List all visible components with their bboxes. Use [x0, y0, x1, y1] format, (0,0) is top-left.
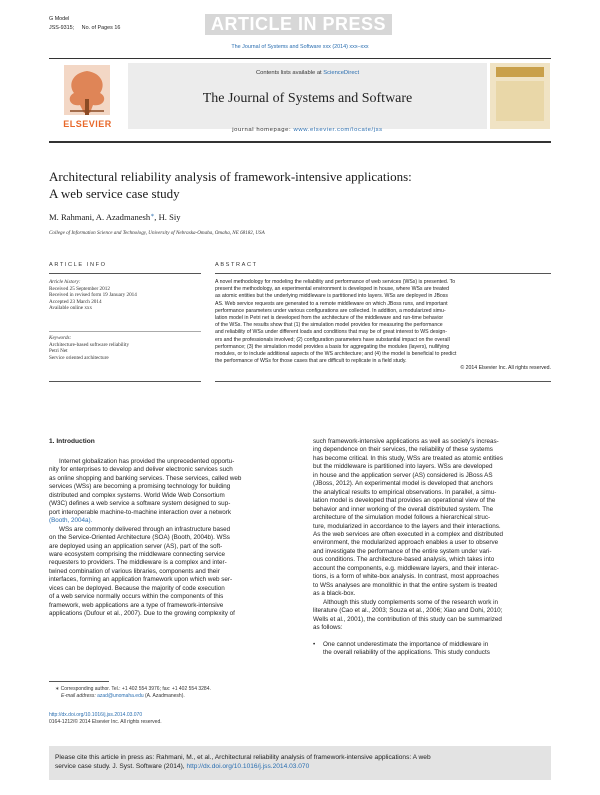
email-link[interactable]: azad@unomaha.edu [97, 692, 144, 699]
masthead-bottom-rule [49, 141, 551, 143]
intro-line: applications (Dufour et al., 2007). Due to the growing complexity of [49, 610, 235, 618]
intro-line: but the middleware is partitioned into layers. WSs are developed [313, 463, 493, 471]
email-label: E-mail address: [61, 692, 96, 699]
abstract-line: of the WSs. The results show that (1) the simulation model provides for measuring the performance [215, 322, 443, 329]
article-in-press-banner [205, 14, 392, 35]
gmodel-label: G Model [49, 16, 70, 22]
intro-line: as follows: [313, 623, 343, 631]
intro-line: tions, is a form of white-box analysis. In contrast, most approaches [313, 573, 499, 581]
elsevier-wordmark: ELSEVIER [63, 119, 112, 129]
abstract-line: lation model in Petri net is developed from the architecture of the middleware and run-time behavior [215, 315, 444, 322]
intro-line: lation model is developed that provides an operational view of the [313, 497, 496, 505]
corresponding-footnote: ∗ Corresponding author. Tel.: +1 402 554 3976; fax: +1 402 554 3284. [55, 686, 211, 692]
contents-prefix: Contents lists available at [255, 70, 322, 76]
citation-text [55, 753, 547, 771]
email-footnote [61, 693, 295, 700]
doi-link[interactable]: http://dx.doi.org/10.1016/j.jss.2014.03.070 [49, 712, 143, 718]
intro-line: as a black-box. [313, 590, 356, 598]
citation-line-2 [55, 762, 547, 771]
abstract-line: and reliability of WSs under different loads and conditions that may be of great interest to WS design- [215, 329, 448, 336]
intro-line: the analytical results to empirical observations. In parallel, a simu- [313, 488, 497, 496]
intro-line: has become critical. In this study, WSs are treated as atomic entities [313, 454, 503, 462]
abstract-copyright: © 2014 Elsevier Inc. All rights reserved. [460, 365, 551, 372]
intro-line: (W3C) defines a web service a software system designed to sup- [49, 500, 231, 508]
citation-doi-link[interactable]: http://dx.doi.org/10.1016/j.jss.2014.03.070 [186, 763, 310, 770]
abstract-line: present the methodology, an experimental environment is developed in house, where WSs are treated [215, 286, 450, 293]
history-online: Available online xxx [49, 305, 93, 312]
intro-line: ous conditions. The architecture-based analysis, which takes into [313, 556, 495, 564]
issn-line: 0164-1212/© 2014 Elsevier Inc. All rights reserved. [49, 718, 162, 725]
history-accepted: Accepted 23 March 2014 [49, 298, 102, 305]
intro-line: port interoperable machine-to-machine interaction over a network [49, 508, 232, 516]
keywords [49, 335, 199, 361]
affiliation: College of Information Science and Technology, University of Nebraska-Omaha, Omaha, NE 68182, USA [49, 230, 265, 236]
abstract-line: ers and the professionals involved; (2) configuration parameters have substantial impact on the overall [215, 336, 450, 343]
intro-line: requesters to providers. The middleware is a complex and inter- [49, 559, 227, 567]
intro-line: Wells et al., 2001), the contribution of this study can be summarized [313, 615, 502, 623]
intro-line: architecture of the simulation model follows a hierarchical struc- [313, 514, 491, 522]
intro-line: vices can be deployed. Because the majority of code execution [49, 584, 225, 592]
running-head: The Journal of Systems and Software xxx (2014) xxx–xxx [231, 44, 369, 50]
masthead-box [128, 63, 487, 129]
article-title [49, 168, 559, 202]
intro-line: literature (Cao et al., 2003; Souza et al., 2006; Xiao and Dohi, 2010; [313, 607, 503, 615]
footnotes [55, 686, 295, 699]
page-count: No. of Pages 16 [81, 25, 121, 31]
intro-line: distributed and complex systems. World Wide Web Consortium [49, 491, 225, 499]
article-history [49, 279, 199, 312]
article-info-heading: ARTICLE INFO [49, 262, 107, 268]
journal-title: The Journal of Systems and Software [202, 91, 413, 106]
intro-line: in house and the application server (AS) considered is JBoss AS [313, 471, 493, 479]
intro-line: as online shopping and banking services. These services, called web [49, 474, 242, 482]
homepage-line [128, 127, 487, 133]
abstract-line: AS. Web service requests are generated to a remote middleware on which JBoss runs, and important [215, 300, 448, 307]
intro-line: ture, modularized in accordance to the layers and their interactions. [313, 522, 501, 530]
intro-line: services (WSs) are becoming a promising technology for building [49, 483, 231, 491]
info-rule [49, 273, 201, 274]
article-ref [49, 25, 120, 32]
history-revised: Received in revised form 19 January 2014 [49, 292, 137, 299]
footnote-rule [49, 681, 109, 682]
elsevier-logo [50, 63, 125, 129]
citation-prefix: service case study. J. Syst. Software (2014), [55, 763, 185, 770]
intro-line: twined combination of various libraries, components and their [49, 567, 220, 575]
intro-line: behavior and inner working of the overall distributed system. The [313, 505, 494, 513]
intro-line: WSs are commonly delivered through an infrastructure based [59, 525, 231, 533]
bullet-line: One cannot underestimate the importance of middleware in [323, 641, 489, 648]
abstract-line: the performance of WSs for those cases that are difficult to replicate in a field study. [215, 358, 407, 365]
doi-block [49, 712, 299, 725]
intro-col1 [49, 458, 292, 619]
intro-line: nity for enterprises to develop and deliver electronic services such [49, 466, 233, 474]
corresponding-mark[interactable]: ∗ [150, 213, 155, 219]
intro-line: to WSs analyses are monolithic in that the entire system is treated [313, 581, 498, 589]
intro-line: ware ecosystem comprising the middleware connecting service [49, 550, 226, 558]
abstract-heading: ABSTRACT [215, 262, 258, 268]
contribution-bullet [313, 641, 557, 658]
cover-title-band [496, 67, 544, 77]
history-label: Article history: [49, 279, 81, 285]
homepage-label: journal homepage: [232, 127, 292, 133]
intro-line: account the components, e.g. middleware layers, and their interac- [313, 564, 499, 572]
keywords-label: Keywords: [49, 335, 72, 341]
sciencedirect-link[interactable]: ScienceDirect [323, 70, 360, 76]
intro-line: and investigate the performance of the entire system under vari- [313, 547, 492, 555]
info-bottom-rule [49, 381, 201, 382]
abstract-bottom-rule [215, 381, 551, 382]
citation-line-1: Please cite this article in press as: Rahmani, M., et al., Architectural reliability analysis of framework-intensive applications: A web [55, 754, 431, 761]
abstract-line: as atomic entities but the underlying middleware is partitioned into layers. WSs are deployed in JBoss [215, 293, 448, 300]
abstract-body [215, 279, 551, 373]
banner-text: ARTICLE IN PRESS [210, 14, 387, 34]
keyword-1: Architecture-based software reliability [49, 341, 130, 348]
title-line-1: Architectural reliability analysis of framework-intensive applications: [49, 169, 412, 184]
intro-line: of a web service normally occurs within the components of this [49, 593, 224, 601]
abstract-line: A novel methodology for modeling the reliability and performance of web services (WSs) is presented. To [215, 279, 456, 285]
intro-line: on the Service-Oriented Architecture (SOA) (Booth, 2004b). WSs [49, 534, 230, 542]
homepage-link[interactable]: www.elsevier.com/locate/jss [293, 127, 383, 133]
intro-heading: 1. Introduction [49, 438, 95, 445]
author-three: , H. Siy [154, 212, 181, 222]
citation-box [49, 746, 551, 780]
intro-line: (JBoss, 2012). An experimental model is developed that anchors [313, 480, 493, 488]
history-received: Received 25 September 2012 [49, 285, 110, 292]
abstract-rule [215, 273, 551, 274]
authors [49, 212, 181, 222]
abstract-line: performance; (3) the simulation model provides a basis for aggregating the modules (layers), nullifying [215, 343, 450, 350]
journal-cover-thumbnail [490, 63, 550, 129]
intro-line: interfaces, forming an application framework upon which web ser- [49, 576, 233, 584]
intro-line: Internet globalization has provided the unprecedented opportu- [59, 458, 235, 465]
intro-line: such framework-intensive applications as well as society’s increas- [313, 438, 499, 445]
ref-code: JSS-9315; [49, 25, 75, 31]
intro-line: environment, the modularized approach enables a user to observe [313, 539, 499, 547]
abstract-line: modules, or to include additional aspects of the WS architecture; and (4) the model is beneficial to predict [215, 351, 457, 358]
intro-col2 [313, 438, 557, 632]
cover-body [496, 81, 544, 121]
bullet-line: the overall reliability of the applications. This study conducts [323, 649, 490, 657]
abstract-line: performance parameters under various configurations are collected. In addition, a modularized simu- [215, 307, 446, 314]
title-line-2: A web service case study [49, 186, 180, 201]
author-names: M. Rahmani, A. Azadmanesh [49, 212, 151, 222]
email-suffix: (A. Azadmanesh). [143, 692, 185, 699]
contents-line [128, 70, 487, 76]
intro-line: As the web services are often executed in a complex and distributed [313, 530, 504, 538]
intro-line: (Booth, 2004a). [49, 517, 93, 525]
intro-line: framework, web applications are a type of framework-intensive [49, 601, 224, 609]
bullet-icon: • [313, 641, 316, 648]
intro-line: ing dependence on their services, the reliability of these systems [313, 446, 493, 454]
masthead-top-rule [49, 58, 551, 59]
keywords-rule [49, 331, 201, 332]
keyword-3: Service oriented architecture [49, 354, 109, 361]
intro-line: Although this study complements some of the research work in [323, 598, 498, 606]
intro-line: are deployed using an application server (AS), part of the soft- [49, 542, 223, 550]
keyword-2: Petri Net [49, 348, 68, 355]
